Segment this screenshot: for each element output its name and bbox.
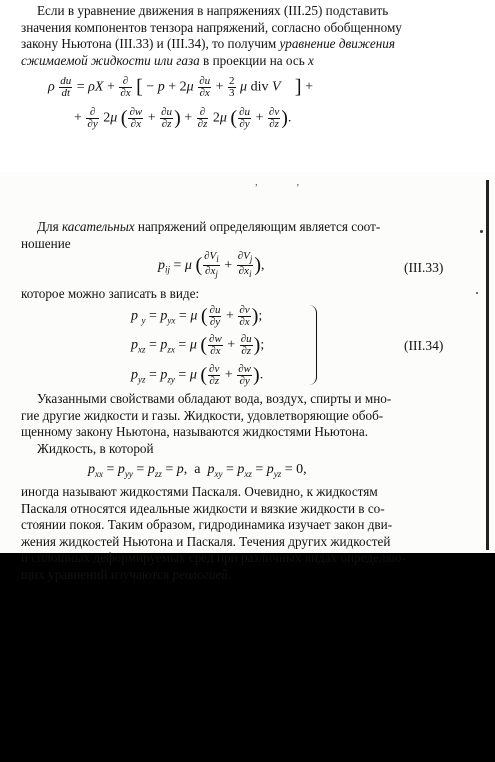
- text-line: [21, 219, 475, 236]
- text-run: закону Ньютона (III.33) и (III.34), то получим: [21, 36, 280, 51]
- italic-term: реологией: [172, 566, 228, 582]
- italic-term: касательных: [61, 219, 135, 234]
- text-line: и сплошных деформируемых сред при различных видах определяю-: [21, 550, 406, 565]
- scan-speck: [480, 230, 483, 233]
- paragraph-intro: [21, 3, 475, 69]
- text-line: щенному закону Ньютона, называются жидкостями Ньютона.: [21, 424, 369, 439]
- text-run: щих уравнений изучаются: [21, 566, 173, 582]
- text-run: напряжений определяющим является соот-: [134, 219, 381, 234]
- scan-artifact: , ,: [255, 176, 318, 188]
- text-line: значения компонентов тензора напряжений, согласно обобщенному: [21, 19, 402, 35]
- equation-iii-33: $p_{ij} = \mu$ ( $\frac{\partial V_i}{\partial x_j}$ + $\frac{\partial V_j}{\partial x_i}$ ),: [158, 250, 265, 280]
- equation-brace: [308, 305, 317, 385]
- text-line: Жидкость, в которой: [37, 440, 154, 456]
- text-line: стоянии покоя. Таким образом, гидродинамика изучает закон дви-: [21, 517, 393, 532]
- equation-number-34: (III.34): [404, 338, 444, 353]
- text-line: [21, 53, 475, 70]
- text-line: Если в уравнение движения в напряжениях (III.25) подставить: [37, 3, 389, 18]
- paragraph-tangential: [21, 219, 475, 252]
- text-run: Для: [37, 219, 62, 234]
- italic-term: сжимаемой жидкости или газа: [21, 52, 200, 68]
- paragraph-written-form: [21, 286, 475, 303]
- text-run: в проекции на ось: [199, 52, 308, 68]
- paragraph-newtonian: [21, 391, 475, 457]
- equation-number-33: (III.33): [404, 260, 444, 275]
- page-edge-line: [486, 180, 489, 550]
- text-line: Паскаля относятся идеальные жидкости и вязкие жидкости в со-: [21, 500, 385, 516]
- text-line: жения жидкостей Ньютона и Паскаля. Течения других жидкостей: [21, 533, 391, 549]
- text-line: гие другие жидкости и газы. Жидкости, удовлетворяющие обоб-: [21, 407, 384, 423]
- text-run: .: [227, 566, 232, 582]
- equation-iii-34-row3: $p_{yz} = p_{zy} = \mu$ ( $\frac{\partial v}{\partial z}$ + $\frac{\partial w}{\partial y}$ ).: [131, 363, 264, 387]
- equation-motion-line1: ρ $\frac{du}{dt}$ = ρX + $\frac{\partial}{\partial x}$ [ − p + 2μ $\frac{\partial u}{\partial x}$ + $\frac{2}{3}$ μ div V⃗ ] +: [48, 75, 313, 99]
- text-line: иногда называют жидкостями Паскаля. Очевидно, к жидкостям: [21, 484, 378, 499]
- text-line: Указанными свойствами обладают вода, воздух, спирты и мно-: [37, 391, 392, 406]
- equation-iii-34-row2: $p_{xz} = p_{zx} = \mu$ ( $\frac{\partial w}{\partial x}$ + $\frac{\partial u}{\partial z}$ );: [131, 333, 265, 357]
- text-line: [21, 567, 475, 584]
- equation-iii-34-row1: p $_y = p_{yx} = \mu$ ( $\frac{\partial u}{\partial y}$ + $\frac{\partial v}{\partial x}$ );: [131, 304, 263, 328]
- equation-pascal: $p_{xx} = p_{yy} = p_{zz} = p$, а $p_{xy} = p_{xz} = p_{yz} = 0$,: [88, 462, 307, 479]
- equation-motion-line2: + $\frac{\partial}{\partial y}$ 2μ ( $\frac{\partial w}{\partial x}$ + $\frac{\partial u}{\partial z}$ ) + $\frac{\partial}{\partial z}$ 2μ ( $\frac{\partial u}{\partial y}$ + $\frac{\partial v}{\partial z}$ ).: [74, 106, 292, 130]
- text-line: которое можно записать в виде:: [21, 286, 200, 301]
- paragraph-pascal: [21, 484, 475, 583]
- text-line: [21, 36, 475, 53]
- italic-variable: x: [308, 52, 314, 68]
- scan-speck: [476, 292, 478, 294]
- text-line: ношение: [21, 235, 71, 251]
- italic-term: уравнение движения: [279, 36, 396, 51]
